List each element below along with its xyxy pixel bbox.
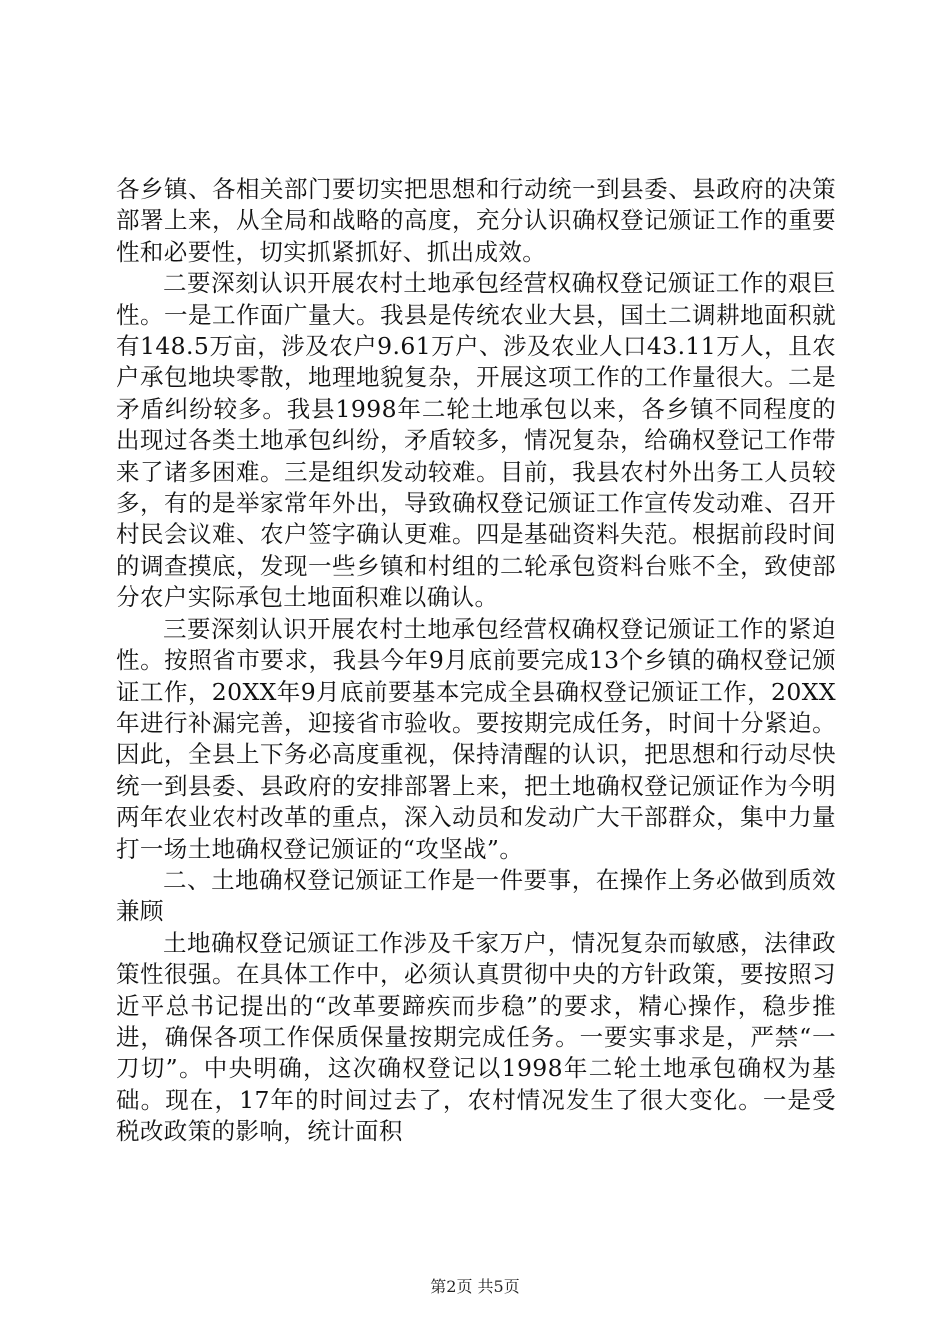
document-body	[116, 174, 836, 1148]
paragraph-section-body: 土地确权登记颁证工作涉及千家万户，情况复杂而敏感，法律政策性很强。在具体工作中，必须认真贯彻中央的方针政策，要按照习近平总书记提出的“改革要蹄疾而步稳”的要求，精心操作，稳步推进，确保各项工作保质保量按期完成任务。一要实事求是，严禁“一刀切”。中央明确，这次确权登记以1998年二轮土地承包确权为基础。现在，17年的时间过去了，农村情况发生了很大变化。一是受税改政策的影响，统计面积	[116, 928, 836, 1146]
paragraph-arduousness: 二要深刻认识开展农村土地承包经营权确权登记颁证工作的艰巨性。一是工作面广量大。我县是传统农业大县，国土二调耕地面积就有148.5万亩，涉及农户9.61万户、涉及农业人口43.11万人，且农户承包地块零散，地理地貌复杂，开展这项工作的工作量很大。二是矛盾纠纷较多。我县1998年二轮土地承包以来，各乡镇不同程度的出现过各类土地承包纠纷，矛盾较多，情况复杂，给确权登记工作带来了诸多困难。三是组织发动较难。目前，我县农村外出务工人员较多，有的是举家常年外出，导致确权登记颁证工作宣传发动难、召开村民会议难、农户签字确认更难。四是基础资料失范。根据前段时间的调查摸底，发现一些乡镇和村组的二轮承包资料台账不全，致使部分农户实际承包土地面积难以确认。	[116, 269, 836, 612]
section-heading: 二、土地确权登记颁证工作是一件要事，在操作上务必做到质效兼顾	[116, 865, 836, 926]
paragraph-continuation: 各乡镇、各相关部门要切实把思想和行动统一到县委、县政府的决策部署上来，从全局和战略的高度，充分认识确权登记颁证工作的重要性和必要性，切实抓紧抓好、抓出成效。	[116, 175, 836, 266]
paragraph-urgency: 三要深刻认识开展农村土地承包经营权确权登记颁证工作的紧迫性。按照省市要求，我县今年9月底前要完成13个乡镇的确权登记颁证工作，20XX年9月底前要基本完成全县确权登记颁证工作，20XX年进行补漏完善，迎接省市验收。要按期完成任务，时间十分紧迫。因此，全县上下务必高度重视，保持清醒的认识，把思想和行动尽快统一到县委、县政府的安排部署上来，把土地确权登记颁证作为今明两年农业农村改革的重点，深入动员和发动广大干部群众，集中力量打一场土地确权登记颁证的“攻坚战”。	[116, 614, 836, 863]
page-number-footer: 第2页 共5页	[430, 1277, 520, 1296]
